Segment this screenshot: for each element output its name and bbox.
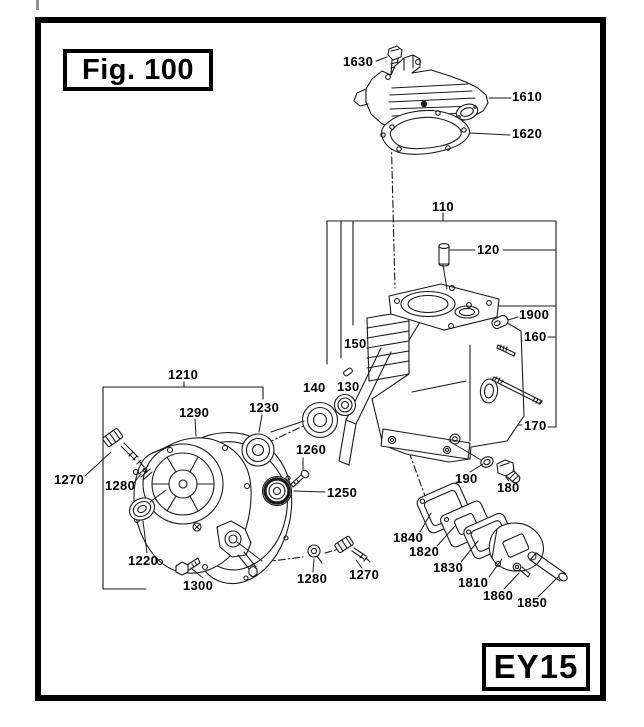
part-label-1810: 1810 (458, 575, 489, 590)
part-label-140: 140 (303, 380, 326, 395)
washer-190 (479, 455, 494, 469)
part-label-1260: 1260 (296, 442, 327, 457)
governor-shaft-1270-left (102, 428, 144, 467)
part-label-130: 130 (337, 379, 360, 394)
part-label-1280: 1280 (297, 571, 328, 586)
part-label-1820: 1820 (409, 544, 440, 559)
part-label-1220: 1220 (128, 553, 159, 568)
bearing-140 (303, 403, 338, 438)
part-label-1840: 1840 (393, 530, 424, 545)
governor-arm-1270-bottom (334, 536, 370, 562)
bolt-1260 (291, 469, 310, 487)
part-label-1290: 1290 (179, 405, 210, 420)
part-label-1210: 1210 (168, 367, 199, 382)
figure-title: Fig. 100 (82, 53, 194, 86)
part-label-1620: 1620 (512, 126, 543, 141)
part-label-1610: 1610 (512, 89, 543, 104)
pin-120 (439, 244, 449, 266)
part-label-1270: 1270 (54, 472, 85, 487)
part-label-1250: 1250 (327, 485, 358, 500)
part-label-1850: 1850 (517, 595, 548, 610)
part-label-190: 190 (455, 471, 478, 486)
governor-gear-1250 (263, 477, 292, 506)
part-label-150: 150 (344, 336, 367, 351)
part-label-1230: 1230 (249, 400, 280, 415)
oil-seal-130 (335, 395, 356, 416)
clip-1280-bottom (308, 545, 322, 563)
part-label-1280: 1280 (105, 478, 136, 493)
model-code: EY15 (493, 648, 579, 685)
bearing-1230 (242, 434, 274, 466)
part-label-120: 120 (477, 242, 500, 257)
part-label-110: 110 (432, 199, 454, 214)
part-label-1900: 1900 (519, 307, 550, 322)
part-label-1630: 1630 (343, 54, 374, 69)
part-label-1830: 1830 (433, 560, 464, 575)
part-label-170: 170 (524, 418, 547, 433)
crankcase-block-110 (339, 284, 524, 465)
part-label-1860: 1860 (483, 588, 514, 603)
key-150 (343, 367, 353, 376)
part-label-1270: 1270 (349, 567, 380, 582)
part-label-180: 180 (497, 480, 520, 495)
part-label-160: 160 (524, 329, 547, 344)
part-label-1300: 1300 (183, 578, 214, 593)
